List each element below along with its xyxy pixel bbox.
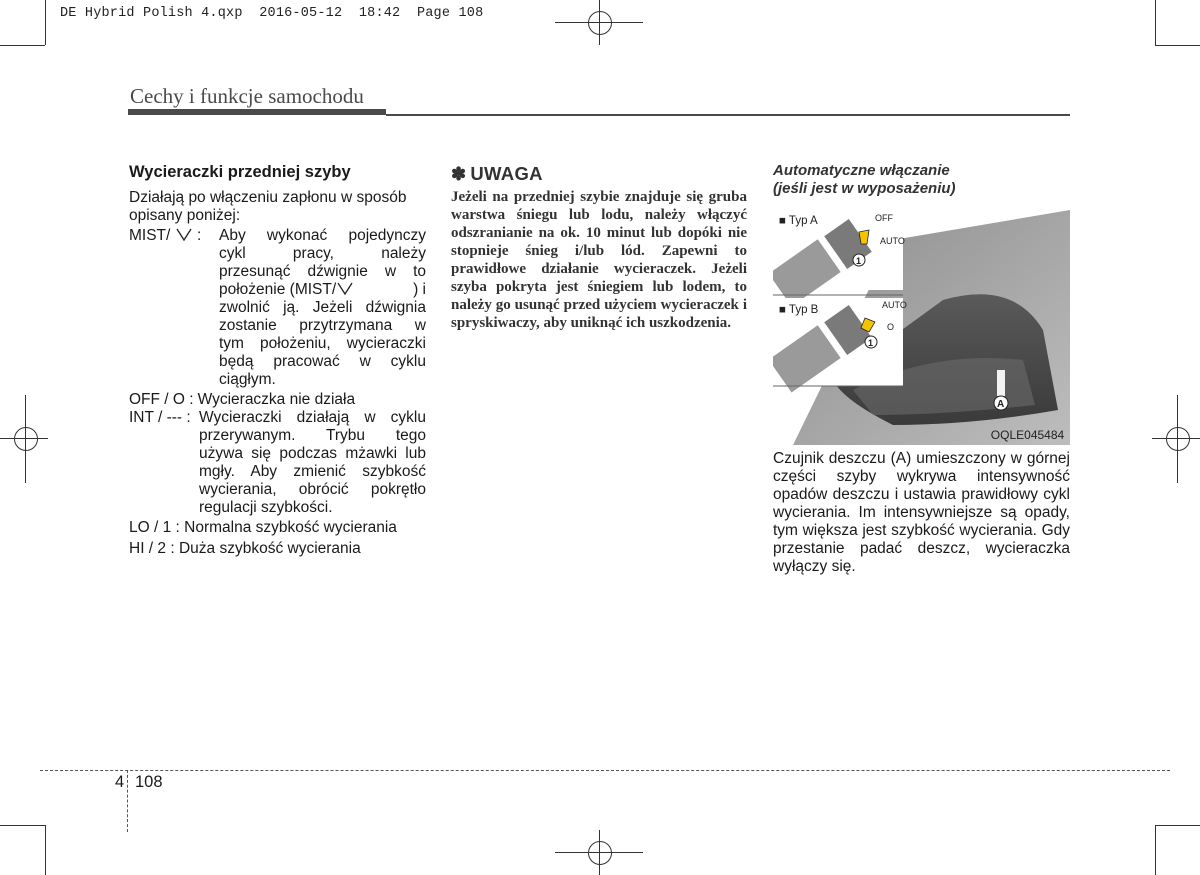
auto-heading-line2: (jeśli jest w wyposażeniu) xyxy=(773,180,956,197)
mist-v-icon xyxy=(175,228,193,242)
type-a-label: ■ Typ A xyxy=(779,215,818,227)
auto-label-b: AUTO xyxy=(882,300,907,310)
lo-definition: LO / 1 : Normalna szybkość wycierania xyxy=(129,519,397,536)
mist-line: ) i xyxy=(413,281,426,298)
footer-rule xyxy=(40,770,1170,771)
off-text: Wycieraczka nie działa xyxy=(197,391,356,408)
rain-sensor-description: Czujnik deszczu (A) umieszczony w górnej części szyby wykrywa intensywność opadów deszczu i ustawia prawidłowy cykl wycierania. Im intensywniejsze są opady, tym większa jest szybkość wycierania. Gdy przestanie padać deszcz, wycieraczka wyłączy się. xyxy=(773,450,1070,575)
notice-heading xyxy=(451,163,747,185)
int-line: przerywanym. Trybu tego xyxy=(199,427,426,444)
mist-v-icon xyxy=(336,282,354,296)
mist-line: przesunąć dźwignie w to xyxy=(219,263,426,280)
callout-a: A xyxy=(997,399,1005,410)
notice-text: Jeżeli na przedniej szybie znajduje się gruba warstwa śniegu lub lodu, należy włączyć odszranianie na ok. 10 minut lub dopóki nie stopnieje śnieg i/lub lód. Zapewni to prawidłowe działanie wycieraczek. Jeżeli szyba pokryta jest śniegiem lub lodem, to należy go usunąć przed użyciem wycieraczek i spryskiwaczy, aby uniknąć ich uszkodzenia. xyxy=(451,189,747,331)
wipers-heading: Wycieraczki przedniej szyby xyxy=(129,163,351,181)
mist-term: MIST/ xyxy=(129,227,171,244)
notice-title: UWAGA xyxy=(470,163,543,184)
figure-code: OQLE045484 xyxy=(990,428,1065,442)
footer-divider xyxy=(127,770,128,832)
rain-sensor-figure xyxy=(773,210,1070,445)
mist-line: cykl pracy, należy xyxy=(219,245,426,262)
hi-definition: HI / 2 : Duża szybkość wycierania xyxy=(129,540,361,557)
section-title: Cechy i funkcje samochodu xyxy=(130,84,364,108)
page-number: 108 xyxy=(135,773,163,791)
int-term: INT / --- : xyxy=(129,409,191,426)
int-line: mgły. Aby zmienić szybkość xyxy=(199,463,426,480)
type-b-label: ■ Typ B xyxy=(779,304,819,316)
header-rule-dark xyxy=(128,109,386,115)
int-line: regulacji szybkości. xyxy=(199,499,333,516)
notice-section xyxy=(451,163,747,332)
wipers-intro: Działają po włączeniu zapłonu w sposób opisany poniżej: xyxy=(129,189,407,224)
off-term: OFF / O : xyxy=(129,391,194,408)
mist-line: zwolnić ją. Jeżeli dźwignia xyxy=(219,299,426,316)
mist-line: położenie (MIST/ xyxy=(219,281,337,298)
auto-heading-line1: Automatyczne włączanie xyxy=(773,162,950,179)
callout-1a: 1 xyxy=(856,256,862,266)
auto-heading xyxy=(773,162,1070,198)
callout-1b: 1 xyxy=(868,338,874,348)
mist-line: Aby wykonać pojedynczy xyxy=(219,227,426,244)
off-definition xyxy=(129,391,426,409)
mist-line: tym położeniu, wycieraczki xyxy=(219,335,426,352)
mist-line: zostanie przytrzymana w xyxy=(219,317,426,334)
mist-definition: MIST/ : Aby wykonać pojedynczy cykl pracy, należy przesunąć dźwignie w to położenie (MIST/ ) i zwolnić ją. Jeżeli dźwignia zostanie przytrzymana w tym położeniu, wycieraczki będą pracować w cyklu ciągłym. xyxy=(129,227,426,388)
auto-label-a: AUTO xyxy=(880,236,905,246)
asterisk-icon: ✽ xyxy=(451,164,467,184)
wipers-section xyxy=(129,163,426,558)
print-info: DE Hybrid Polish 4.qxp 2016-05-12 18:42 Page 108 xyxy=(60,6,484,21)
header-rule xyxy=(386,114,1070,116)
chapter-number: 4 xyxy=(115,773,125,791)
rain-sensor-illustration xyxy=(773,210,1070,445)
arrow-a-icon xyxy=(859,230,869,244)
int-line: wycierania, obrócić pokrętło xyxy=(199,481,426,498)
sensor-element xyxy=(997,370,1005,396)
int-definition xyxy=(129,409,426,517)
int-line: używa się podczas mżawki lub xyxy=(199,445,426,462)
off-label: OFF xyxy=(875,213,893,223)
mist-line: ciągłym. xyxy=(219,371,276,388)
mist-line: będą pracować w cyklu xyxy=(219,353,426,370)
int-line: Wycieraczki działają w cyklu xyxy=(199,409,426,426)
o-label: O xyxy=(887,322,895,332)
